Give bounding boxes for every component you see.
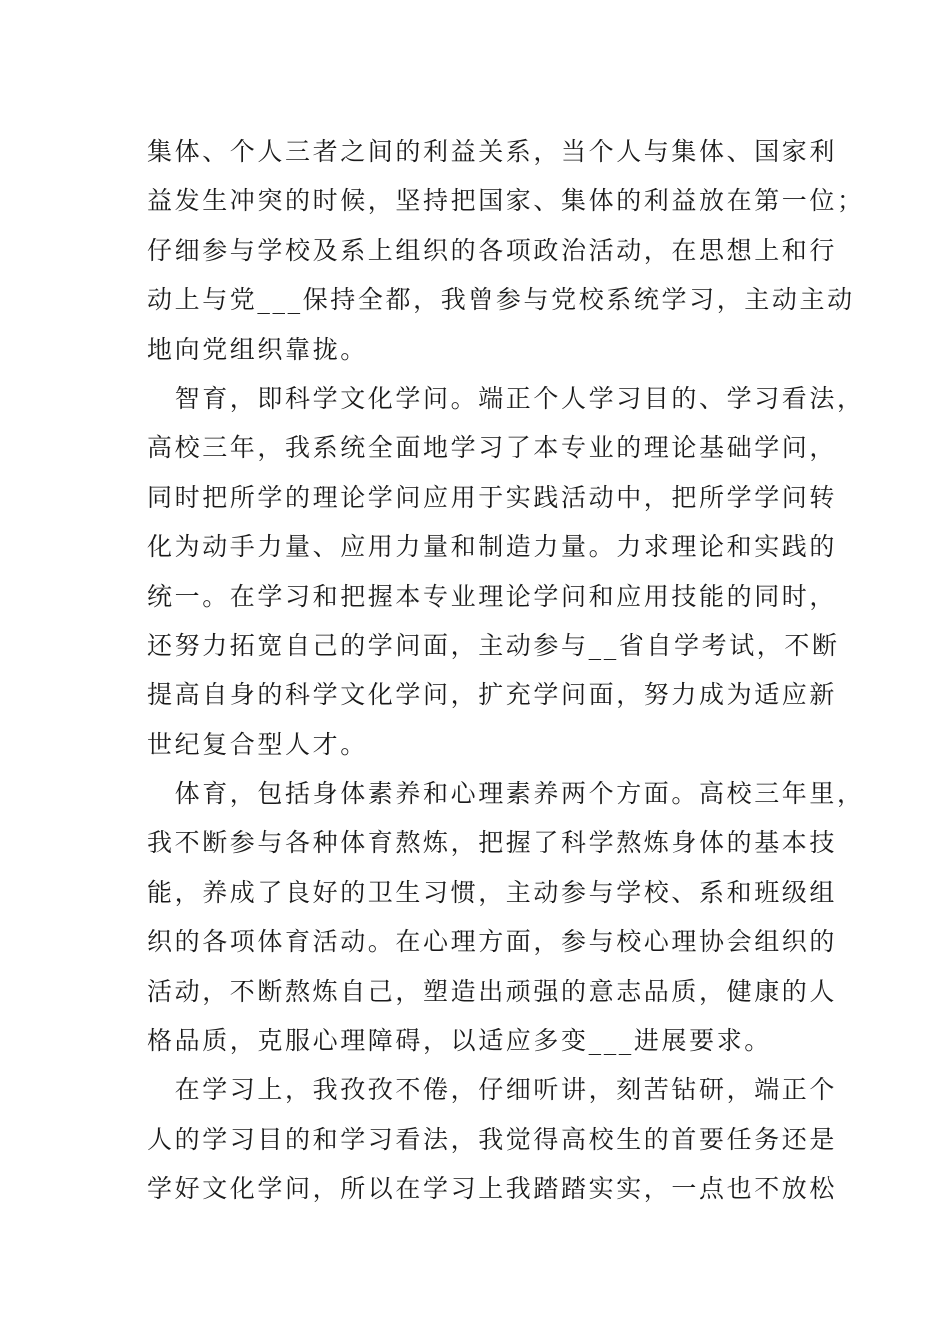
text-line: 体育，包括身体素养和心理素养两个方面。高校三年里， <box>147 779 865 809</box>
text-line: 提高自身的科学文化学问，扩充学问面，努力成为适应新 <box>147 680 838 710</box>
text-line: 高校三年，我系统全面地学习了本专业的理论基础学问， <box>147 433 838 463</box>
text-line: 世纪复合型人才。 <box>147 729 368 759</box>
text-line: 织的各项体育活动。在心理方面，参与校心理协会组织的 <box>147 927 838 957</box>
text-line: 学好文化学问，所以在学习上我踏踏实实，一点也不放松 <box>147 1174 838 1204</box>
body-text <box>147 127 865 1214</box>
text-line: 益发生冲突的时候，坚持把国家、集体的利益放在第一位； <box>147 186 865 216</box>
text-line: 人的学习目的和学习看法，我觉得高校生的首要任务还是 <box>147 1124 838 1154</box>
text-line: 集体、个人三者之间的利益关系，当个人与集体、国家利 <box>147 137 838 166</box>
text-line: 还努力拓宽自己的学问面，主动参与__省自学考试，不断 <box>147 630 840 660</box>
text-line: 地向党组织靠拢。 <box>147 334 368 364</box>
text-line: 化为动手力量、应用力量和制造力量。力求理论和实践的 <box>147 532 838 562</box>
text-line: 活动，不断熬炼自己，塑造出顽强的意志品质，健康的人 <box>147 976 838 1006</box>
text-line: 格品质，克服心理障碍，以适应多变___进展要求。 <box>147 1026 772 1056</box>
text-line: 智育，即科学文化学问。端正个人学习目的、学习看法， <box>147 383 865 413</box>
text-line: 能，养成了良好的卫生习惯，主动参与学校、系和班级组 <box>147 877 838 907</box>
text-line: 我不断参与各种体育熬炼，把握了科学熬炼身体的基本技 <box>147 828 838 858</box>
text-line: 仔细参与学校及系上组织的各项政治活动，在思想上和行 <box>147 235 838 265</box>
text-line: 统一。在学习和把握本专业理论学问和应用技能的同时， <box>147 581 838 611</box>
text-line: 同时把所学的理论学问应用于实践活动中，把所学学问转 <box>147 482 838 512</box>
text-line: 动上与党___保持全都，我曾参与党校系统学习，主动主动 <box>147 285 855 315</box>
text-line: 在学习上，我孜孜不倦，仔细听讲，刻苦钻研，端正个 <box>147 1075 838 1105</box>
